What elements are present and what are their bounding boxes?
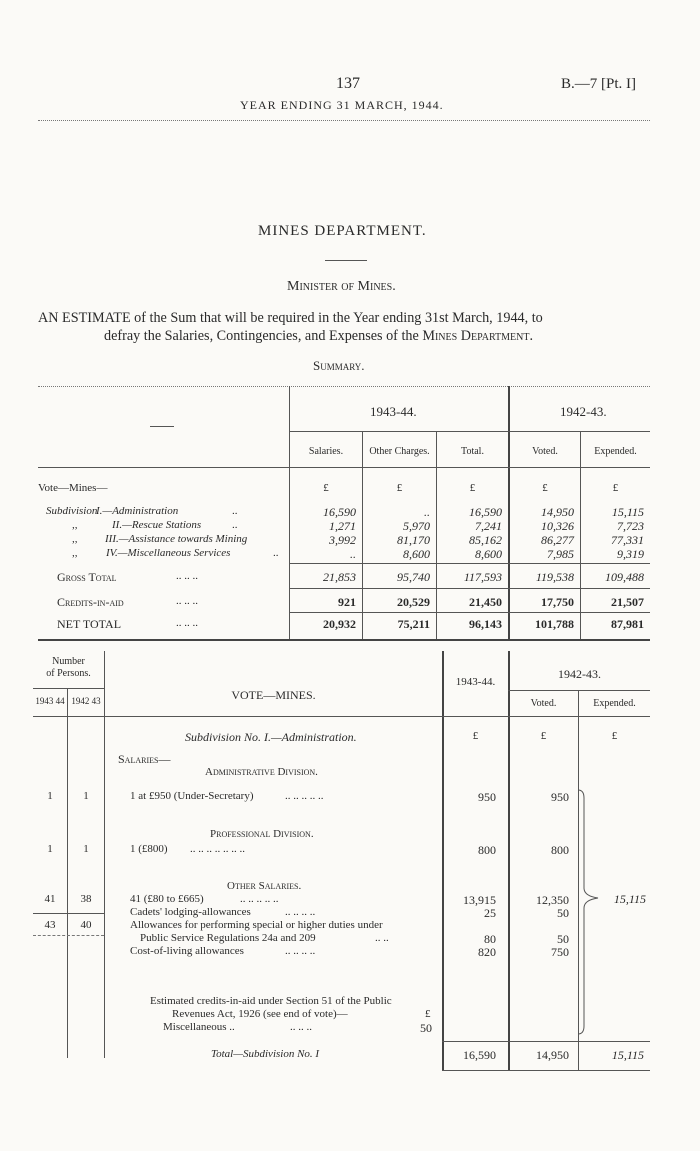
voted-value: 7,985 bbox=[547, 547, 574, 561]
subdivision-prefix: ,, bbox=[72, 519, 78, 531]
expended-value: 77,331 bbox=[611, 533, 644, 547]
estimate-value: 25 bbox=[484, 906, 496, 920]
detail-year-b: 1942-43. bbox=[558, 667, 601, 681]
subdivision-label: IV.—Miscellaneous Services bbox=[106, 547, 231, 559]
subtotal-rule bbox=[289, 563, 650, 564]
subdivision-prefix: Subdivision bbox=[46, 505, 98, 517]
persons-divider-mid bbox=[67, 688, 68, 1058]
detail-col-expended: Expended. bbox=[593, 698, 636, 709]
voted-value: 12,350 bbox=[536, 893, 569, 907]
expended-value: 15,115 bbox=[613, 892, 646, 906]
year-divider bbox=[508, 651, 510, 1071]
summary-year-a: 1943-44. bbox=[370, 404, 417, 419]
salaries-value: 3,992 bbox=[329, 533, 356, 547]
voted-value: 14,950 bbox=[541, 505, 574, 519]
summary-col-salaries: Salaries. bbox=[308, 446, 344, 457]
subdivision-label: III.—Assistance towards Mining bbox=[105, 533, 248, 545]
total-value: 8,600 bbox=[475, 547, 502, 561]
brace-icon bbox=[576, 788, 606, 1038]
leader-dots: .. bbox=[232, 519, 238, 531]
pound-sign: £ bbox=[611, 730, 618, 742]
persons-count: 38 bbox=[80, 893, 92, 905]
voted-total: 14,950 bbox=[536, 1048, 569, 1062]
credits-rule bbox=[289, 612, 650, 613]
pound-sign: £ bbox=[612, 482, 619, 494]
detail-col-voted: Voted. bbox=[530, 698, 557, 709]
persons-year-b: 1942 43 bbox=[71, 696, 101, 706]
salaries-value: 921 bbox=[338, 595, 356, 609]
leader-dots: .. .. .. .. .. .. .. bbox=[190, 843, 245, 855]
total-value: 21,450 bbox=[469, 595, 502, 609]
division-heading: Administrative Division. bbox=[205, 766, 318, 778]
subdivision-title: Subdivision No. I.—Administration. bbox=[185, 730, 357, 744]
persons-count: 1 bbox=[47, 790, 53, 802]
persons-year-a: 1943 44 bbox=[35, 696, 65, 706]
leader-dots: .. .. .. bbox=[176, 570, 198, 582]
salaries-value: .. bbox=[350, 547, 356, 561]
voted-value: 50 bbox=[557, 906, 569, 920]
estimate-line-2-text: defray the Salaries, Contingencies, and Expenses of the bbox=[104, 328, 423, 344]
summary-subheader-rule bbox=[289, 431, 650, 432]
subdivision-prefix: ,, bbox=[72, 533, 78, 545]
leader-dots: .. bbox=[232, 505, 238, 517]
department-title: MINES DEPARTMENT. bbox=[258, 223, 427, 239]
leader-dots: .. .. .. .. bbox=[285, 906, 316, 918]
pound-sign: £ bbox=[396, 482, 403, 494]
credits-note: Estimated credits-in-aid under Section 51 of the Public bbox=[150, 995, 392, 1007]
pound-sign: £ bbox=[542, 482, 548, 494]
item-text: Cadets' lodging-allowances bbox=[130, 906, 251, 918]
total-bottom-rule bbox=[442, 1070, 650, 1071]
item-text: Allowances for performing special or higher duties under bbox=[130, 919, 383, 931]
total-value: 85,162 bbox=[469, 533, 502, 547]
other-charges-value: .. bbox=[424, 505, 430, 519]
leader-dots: .. .. .. .. .. bbox=[285, 790, 324, 802]
summary-top-rule bbox=[38, 386, 650, 387]
expended-value: 15,115 bbox=[611, 505, 644, 519]
voted-value: 800 bbox=[551, 843, 569, 857]
summary-heading: Summary. bbox=[313, 358, 365, 373]
salaries-value: 21,853 bbox=[323, 570, 356, 584]
summary-col-other: Other Charges. bbox=[369, 446, 430, 457]
other-charges-value: 95,740 bbox=[397, 570, 430, 584]
leader-dots: .. bbox=[273, 547, 279, 559]
leader-dots: .. .. bbox=[375, 932, 389, 944]
summary-header-rule bbox=[38, 467, 650, 468]
summary-col-expended: Expended. bbox=[594, 446, 637, 457]
credits-note-pound: £ bbox=[425, 1008, 431, 1020]
persons-count: 1 bbox=[83, 843, 89, 855]
vote-title: VOTE—MINES. bbox=[231, 688, 316, 702]
total-top-rule bbox=[442, 1041, 650, 1042]
persons-count: 41 bbox=[44, 893, 56, 905]
estimate-line-2 bbox=[104, 328, 533, 345]
leader-dots: .. .. .. bbox=[176, 595, 198, 607]
subdivision-label: II.—Rescue Stations bbox=[112, 519, 202, 531]
summary-col-voted: Voted. bbox=[532, 446, 558, 457]
estimate-value: 80 bbox=[484, 932, 496, 946]
estimate-line-1: AN ESTIMATE of the Sum that will be required in the Year ending 31st March, 1944, to bbox=[38, 310, 543, 326]
persons-count: 43 bbox=[44, 919, 56, 931]
item-text: 41 (£80 to £665) bbox=[130, 893, 204, 905]
gross-rule bbox=[289, 588, 650, 589]
credits-misc-value: 50 bbox=[420, 1021, 432, 1035]
expended-value: 109,488 bbox=[605, 570, 644, 584]
voted-value: 17,750 bbox=[541, 595, 574, 609]
total-value: 117,593 bbox=[463, 570, 502, 584]
voted-value: 86,277 bbox=[541, 533, 574, 547]
subdivision-prefix: ,, bbox=[72, 547, 78, 559]
item-text: 1 (£800) bbox=[130, 843, 168, 855]
header-rule bbox=[38, 120, 650, 121]
persons-subheader-rule bbox=[33, 688, 104, 689]
item-text: 1 at £950 (Under-Secretary) bbox=[130, 790, 254, 802]
expended-total: 15,115 bbox=[611, 1048, 644, 1062]
estimate-divider bbox=[442, 651, 444, 1071]
pound-sign: £ bbox=[540, 730, 547, 742]
expended-value: 87,981 bbox=[611, 617, 644, 631]
total-value: 16,590 bbox=[469, 505, 502, 519]
summary-col-total: Total. bbox=[461, 446, 484, 457]
leader-dots: .. .. .. bbox=[290, 1021, 312, 1033]
other-charges-value: 5,970 bbox=[403, 519, 430, 533]
leader-dots: .. .. .. .. bbox=[285, 945, 316, 957]
voted-value: 750 bbox=[551, 945, 569, 959]
salaries-value: 1,271 bbox=[329, 519, 356, 533]
item-text: Cost-of-living allowances bbox=[130, 945, 244, 957]
estimate-value: 950 bbox=[478, 790, 496, 804]
persons-dashed-rule bbox=[33, 935, 104, 936]
voted-value: 119,538 bbox=[535, 570, 574, 584]
salaries-value: 20,932 bbox=[323, 617, 356, 631]
persons-total-rule bbox=[33, 913, 104, 914]
voted-value: 50 bbox=[557, 932, 569, 946]
persons-divider-right bbox=[104, 651, 105, 1058]
leader-dots: .. .. .. .. .. bbox=[240, 893, 279, 905]
leader-dots: .. .. .. bbox=[176, 617, 198, 629]
credits-misc-label: Miscellaneous .. bbox=[163, 1021, 235, 1033]
summary-dash bbox=[150, 426, 174, 427]
other-charges-value: 20,529 bbox=[397, 595, 430, 609]
estimate-value: 13,915 bbox=[463, 893, 496, 907]
credits-label: Credits-in-aid bbox=[57, 595, 124, 609]
persons-header: of Persons. bbox=[46, 668, 91, 679]
pound-sign: £ bbox=[472, 730, 479, 742]
estimate-department: Mines Department. bbox=[422, 328, 534, 344]
credits-note: Revenues Act, 1926 (see end of vote)— bbox=[172, 1008, 348, 1020]
estimate-value: 820 bbox=[478, 945, 496, 959]
summary-year-b: 1942-43. bbox=[560, 404, 607, 419]
other-charges-value: 81,170 bbox=[397, 533, 430, 547]
persons-header: Number bbox=[52, 656, 85, 667]
document-reference: B.—7 [Pt. I] bbox=[561, 76, 636, 92]
voted-value: 10,326 bbox=[541, 519, 574, 533]
summary-bottom-rule bbox=[38, 639, 650, 641]
estimate-value: 800 bbox=[478, 843, 496, 857]
year-line: YEAR ENDING 31 MARCH, 1944. bbox=[240, 98, 444, 112]
summary-vote-label: Vote—Mines— bbox=[38, 482, 108, 494]
total-label: Total—Subdivision No. I bbox=[211, 1048, 320, 1060]
expended-value: 9,319 bbox=[617, 547, 644, 561]
voted-value: 950 bbox=[551, 790, 569, 804]
persons-count: 40 bbox=[80, 919, 92, 931]
detail-header-rule bbox=[33, 716, 650, 717]
persons-count: 1 bbox=[83, 790, 89, 802]
pound-sign: £ bbox=[469, 482, 476, 494]
other-charges-value: 8,600 bbox=[403, 547, 430, 561]
subdivision-label: I.—Administration bbox=[96, 505, 179, 517]
title-rule bbox=[325, 260, 367, 261]
salaries-value: 16,590 bbox=[323, 505, 356, 519]
salaries-heading: Salaries— bbox=[118, 752, 171, 766]
year-subheader-rule bbox=[508, 690, 650, 691]
persons-count: 1 bbox=[47, 843, 53, 855]
minister-heading: Minister of Mines. bbox=[287, 279, 396, 294]
expended-value: 21,507 bbox=[611, 595, 644, 609]
net-total-label: NET TOTAL bbox=[57, 617, 122, 631]
expended-value: 7,723 bbox=[617, 519, 644, 533]
total-value: 7,241 bbox=[475, 519, 502, 533]
other-charges-value: 75,211 bbox=[397, 617, 430, 631]
voted-value: 101,788 bbox=[535, 617, 574, 631]
total-value: 96,143 bbox=[469, 617, 502, 631]
division-heading: Professional Division. bbox=[210, 828, 314, 840]
estimate-total: 16,590 bbox=[463, 1048, 496, 1062]
division-heading: Other Salaries. bbox=[227, 880, 302, 892]
pound-sign: £ bbox=[323, 482, 329, 494]
detail-year-a: 1943-44. bbox=[455, 676, 496, 688]
item-text-continued: Public Service Regulations 24a and 209 bbox=[140, 932, 316, 944]
gross-total-label: Gross Total bbox=[57, 570, 117, 584]
page-number: 137 bbox=[336, 75, 360, 92]
